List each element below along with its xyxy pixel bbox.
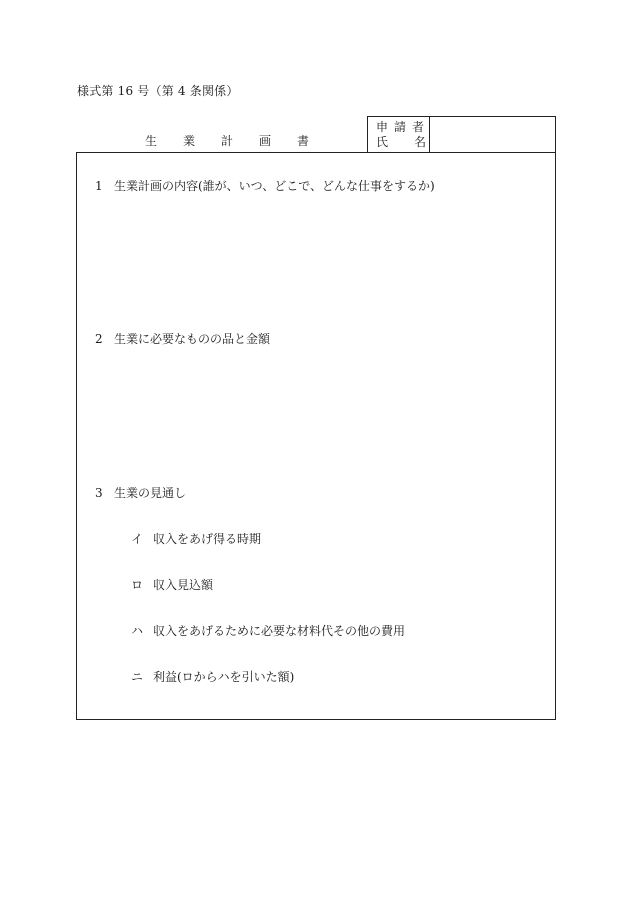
sub-item-text: 収入見込額 — [153, 578, 214, 592]
plan-content-area[interactable] — [95, 203, 535, 323]
sub-item-mark: イ — [131, 532, 144, 546]
sub-item-income-timing — [131, 530, 261, 547]
item-text: 生業計画の内容(誰が、いつ、どこで、どんな仕事をするか) — [114, 179, 435, 193]
item-plan-content — [95, 177, 435, 194]
sub-item-mark: ロ — [131, 578, 144, 592]
sub-item-costs — [131, 622, 405, 639]
sub-item-text: 収入をあげるために必要な材料代その他の費用 — [153, 624, 406, 638]
applicant-label-line1: 申請者 — [376, 120, 431, 134]
item-text: 生業の見通し — [114, 486, 187, 500]
sub-item-text: 利益(ロからハを引いた額) — [153, 670, 295, 684]
required-goods-area[interactable] — [95, 356, 535, 476]
sub-item-text: 収入をあげ得る時期 — [153, 532, 262, 546]
plan-content-box — [76, 152, 556, 720]
form-number: 様式第 16 号（第 4 条関係） — [77, 84, 239, 98]
applicant-label — [368, 117, 453, 152]
sub-item-expected-income — [131, 576, 213, 593]
item-text: 生業に必要なものの品と金額 — [114, 332, 271, 346]
document-title: 生業計画書 — [145, 134, 336, 148]
sub-item-profit — [131, 668, 294, 685]
sub-item-mark: ハ — [131, 624, 144, 638]
item-required-goods — [95, 330, 270, 347]
item-number: 3 — [95, 486, 103, 500]
sub-item-mark: ニ — [131, 670, 144, 684]
applicant-box — [367, 116, 556, 153]
item-outlook — [95, 484, 186, 501]
applicant-label-line2: 氏名 — [376, 135, 453, 149]
applicant-name-field[interactable] — [430, 117, 555, 152]
item-number: 2 — [95, 332, 103, 346]
item-number: 1 — [95, 179, 103, 193]
